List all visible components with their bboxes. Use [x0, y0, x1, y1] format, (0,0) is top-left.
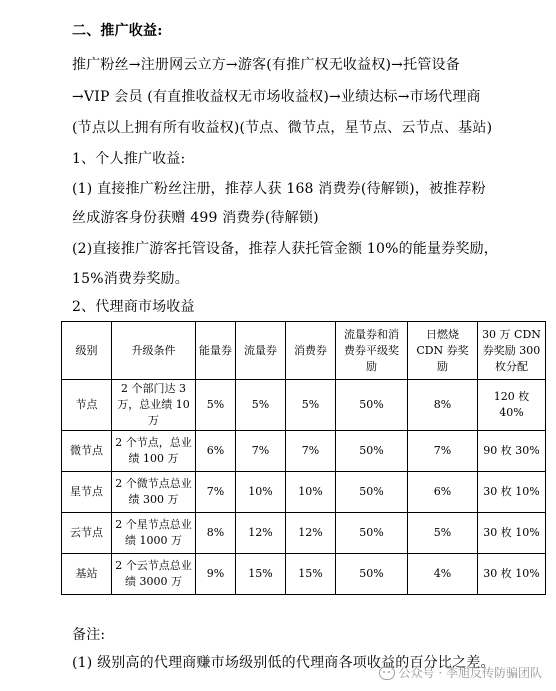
header-consumption-coupon: 消费券 [286, 322, 336, 380]
table-cell: 50% [336, 513, 408, 554]
table-cell: 120 枚 40% [478, 380, 546, 431]
table-row [62, 380, 546, 431]
watermark-text: 公众号 · 李旭反传防骗团队 [398, 666, 542, 680]
table-cell: 4% [408, 554, 478, 595]
table-cell: 9% [196, 554, 236, 595]
table-cell: 6% [196, 431, 236, 472]
table-cell: 50% [336, 380, 408, 431]
table-cell: 星节点 [62, 472, 112, 513]
table-cell: 50% [336, 554, 408, 595]
table-cell: 6% [408, 472, 478, 513]
table-cell: 基站 [62, 554, 112, 595]
table-cell: 5% [408, 513, 478, 554]
table-cell: 节点 [62, 380, 112, 431]
intro-line-1: 推广粉丝→注册网云立方→游客(有推广权无收益权)→托管设备 [72, 57, 460, 73]
table-cell: 7% [286, 431, 336, 472]
table-cell: 2 个星节点总业绩 1000 万 [112, 513, 196, 554]
table-cell: 2 个部门达 3 万，总业绩 10 万 [112, 380, 196, 431]
header-upgrade-condition: 升级条件 [112, 322, 196, 380]
table-cell: 5% [236, 380, 286, 431]
table-cell: 7% [196, 472, 236, 513]
header-energy-coupon: 能量券 [196, 322, 236, 380]
wechat-icon [379, 666, 395, 680]
table-cell: 12% [236, 513, 286, 554]
agent-income-table [61, 321, 546, 595]
table-cell: 7% [408, 431, 478, 472]
header-cdn-reward: 30 万 CDN 券奖励 300 枚分配 [478, 322, 546, 380]
note-heading: 备注: [72, 627, 106, 643]
table-cell: 2 个节点，总业绩 100 万 [112, 431, 196, 472]
table-cell: 10% [236, 472, 286, 513]
table-cell: 5% [286, 380, 336, 431]
table-cell: 8% [196, 513, 236, 554]
table-row [62, 431, 546, 472]
table-cell: 15% [236, 554, 286, 595]
note-item: (1) 级别高的代理商赚市场级别低的代理商各项收益的百分比之差。 [72, 655, 495, 671]
personal-item-1a: (1) 直接推广粉丝注册，推荐人获 168 消费券(待解锁)，被推荐粉 [72, 181, 486, 197]
table-cell: 微节点 [62, 431, 112, 472]
agent-heading: 2、代理商市场收益 [72, 299, 195, 315]
table-cell: 5% [196, 380, 236, 431]
table-row [62, 554, 546, 595]
table-row [62, 472, 546, 513]
table-cell: 12% [286, 513, 336, 554]
intro-line-3: (节点以上拥有所有收益权)(节点、微节点，星节点、云节点、基站) [72, 120, 493, 136]
table-cell: 15% [286, 554, 336, 595]
personal-item-2b: 15%消费券奖励。 [72, 271, 189, 287]
header-traffic-coupon: 流量券 [236, 322, 286, 380]
personal-heading: 1、个人推广收益: [72, 151, 186, 167]
table-cell: 50% [336, 472, 408, 513]
table-cell: 8% [408, 380, 478, 431]
personal-item-2a: (2)直接推广游客托管设备，推荐人获托管金额 10%的能量券奖励， [72, 241, 498, 257]
table-cell: 10% [286, 472, 336, 513]
table-cell: 30 枚 10% [478, 513, 546, 554]
table-cell: 2 个微节点总业绩 300 万 [112, 472, 196, 513]
table-cell: 云节点 [62, 513, 112, 554]
table-cell: 7% [236, 431, 286, 472]
personal-item-1b: 丝成游客身份获赠 499 消费券(待解锁) [72, 210, 319, 226]
table-cell: 90 枚 30% [478, 431, 546, 472]
intro-line-2: →VIP 会员 (有直推收益权无市场收益权)→业绩达标→市场代理商 [72, 89, 481, 105]
table-row [62, 513, 546, 554]
table-cell: 30 枚 10% [478, 472, 546, 513]
header-level: 级别 [62, 322, 112, 380]
table-cell: 50% [336, 431, 408, 472]
header-peer-reward: 流量券和消费券平级奖励 [336, 322, 408, 380]
watermark [379, 664, 542, 681]
table-cell: 30 枚 10% [478, 554, 546, 595]
section-title: 二、推广收益: [72, 23, 163, 39]
table-header-row [62, 322, 546, 380]
header-daily-burn-reward: 日燃烧 CDN 券奖励 [408, 322, 478, 380]
table-cell: 2 个云节点总业绩 3000 万 [112, 554, 196, 595]
